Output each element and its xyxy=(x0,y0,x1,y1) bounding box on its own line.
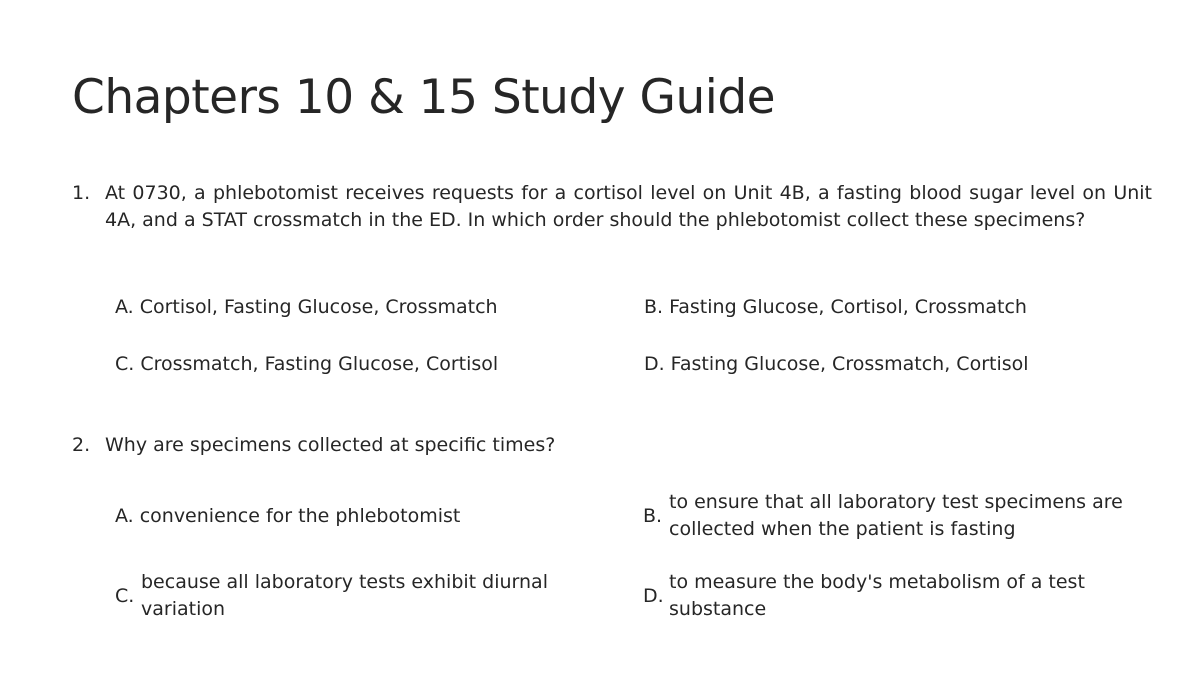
option-text: because all laboratory tests exhibit diurnal variation xyxy=(141,571,548,620)
option-letter: C. xyxy=(115,353,135,375)
question-text: At 0730, a phlebotomist receives requests for a cortisol level on Unit 4B, a fasting blood sugar level on Unit 4A, and a STAT crossmatch in the ED. In which order should the phlebotomist collect these specimens? xyxy=(105,182,1152,231)
option-letter: C. xyxy=(115,584,135,607)
option-text: Cortisol, Fasting Glucose, Crossmatch xyxy=(139,296,498,318)
option-text: convenience for the phlebotomist xyxy=(139,504,461,527)
option-text: to ensure that all laboratory test specimens are collected when the patient is fasting xyxy=(669,491,1123,540)
option-letter: D. xyxy=(643,584,664,607)
question-number: 1. xyxy=(72,182,91,204)
option-b xyxy=(644,294,1154,321)
option-d xyxy=(643,569,1153,623)
option-text: Crossmatch, Fasting Glucose, Cortisol xyxy=(140,353,499,375)
option-a xyxy=(115,489,625,543)
option-d xyxy=(644,351,1154,378)
option-text: Fasting Glucose, Cortisol, Crossmatch xyxy=(669,296,1027,318)
option-c xyxy=(115,569,625,623)
option-a xyxy=(115,294,625,321)
option-text: to measure the body's metabolism of a test substance xyxy=(669,571,1085,620)
option-letter: A. xyxy=(115,296,134,318)
option-c xyxy=(115,351,625,378)
question-text: Why are specimens collected at specific times? xyxy=(105,434,556,456)
option-letter: B. xyxy=(644,296,664,318)
option-letter: D. xyxy=(644,353,665,375)
option-text: Fasting Glucose, Crossmatch, Cortisol xyxy=(670,353,1029,375)
option-letter: B. xyxy=(643,504,663,527)
option-b xyxy=(643,489,1153,543)
question-number: 2. xyxy=(72,434,91,456)
page-title: Chapters 10 & 15 Study Guide xyxy=(72,70,776,125)
option-letter: A. xyxy=(115,504,134,527)
